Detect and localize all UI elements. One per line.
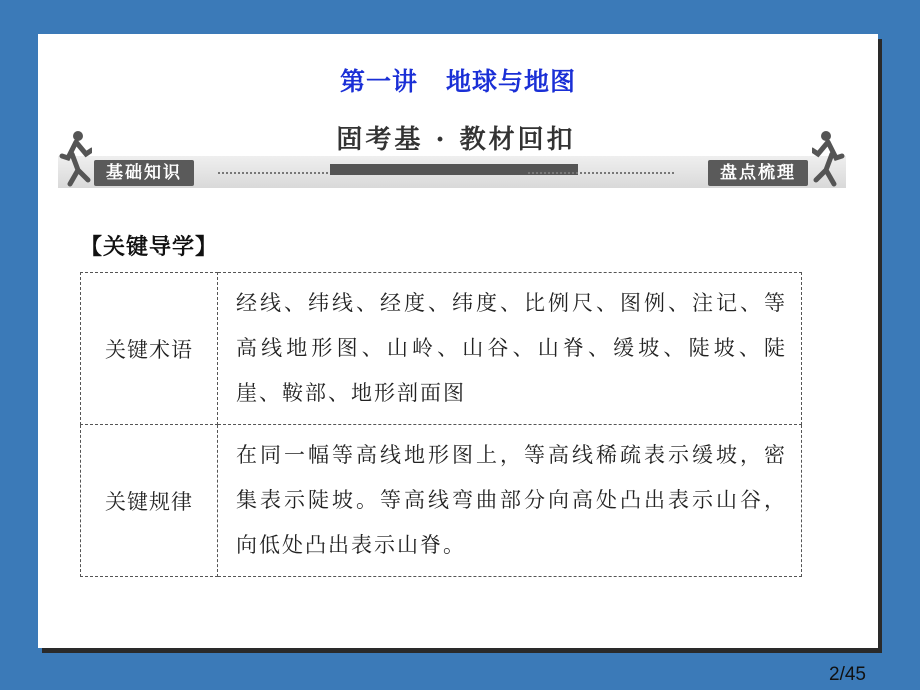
banner-title: 固考基 · 教材回扣	[336, 125, 576, 155]
section-banner	[58, 120, 846, 194]
row-label: 关键术语	[81, 273, 218, 425]
key-guide-table	[80, 272, 802, 577]
section-heading: 【关键导学】	[80, 235, 219, 260]
lecture-topic: 地球与地图	[446, 67, 577, 96]
table-row	[81, 273, 802, 425]
banner-dots-right	[528, 172, 674, 174]
slide-title	[38, 62, 878, 98]
row-label: 关键规律	[81, 425, 218, 577]
athlete-right-icon	[812, 128, 846, 188]
tab-basic-knowledge: 基础知识	[94, 160, 194, 186]
row-content: 在同一幅等高线地形图上，等高线稀疏表示缓坡，密集表示陡坡。等高线弯曲部分向高处凸出表示山谷，向低处凸出表示山脊。	[218, 425, 802, 577]
slide	[38, 34, 878, 648]
tab-review: 盘点梳理	[708, 160, 808, 186]
table-row	[81, 425, 802, 577]
page-number: 2/45	[829, 664, 866, 685]
row-content: 经线、纬线、经度、纬度、比例尺、图例、注记、等高线地形图、山岭、山谷、山脊、缓坡、陡坡、陡崖、鞍部、地形剖面图	[218, 273, 802, 425]
athlete-left-icon	[58, 128, 92, 188]
lecture-number: 第一讲	[339, 67, 418, 96]
